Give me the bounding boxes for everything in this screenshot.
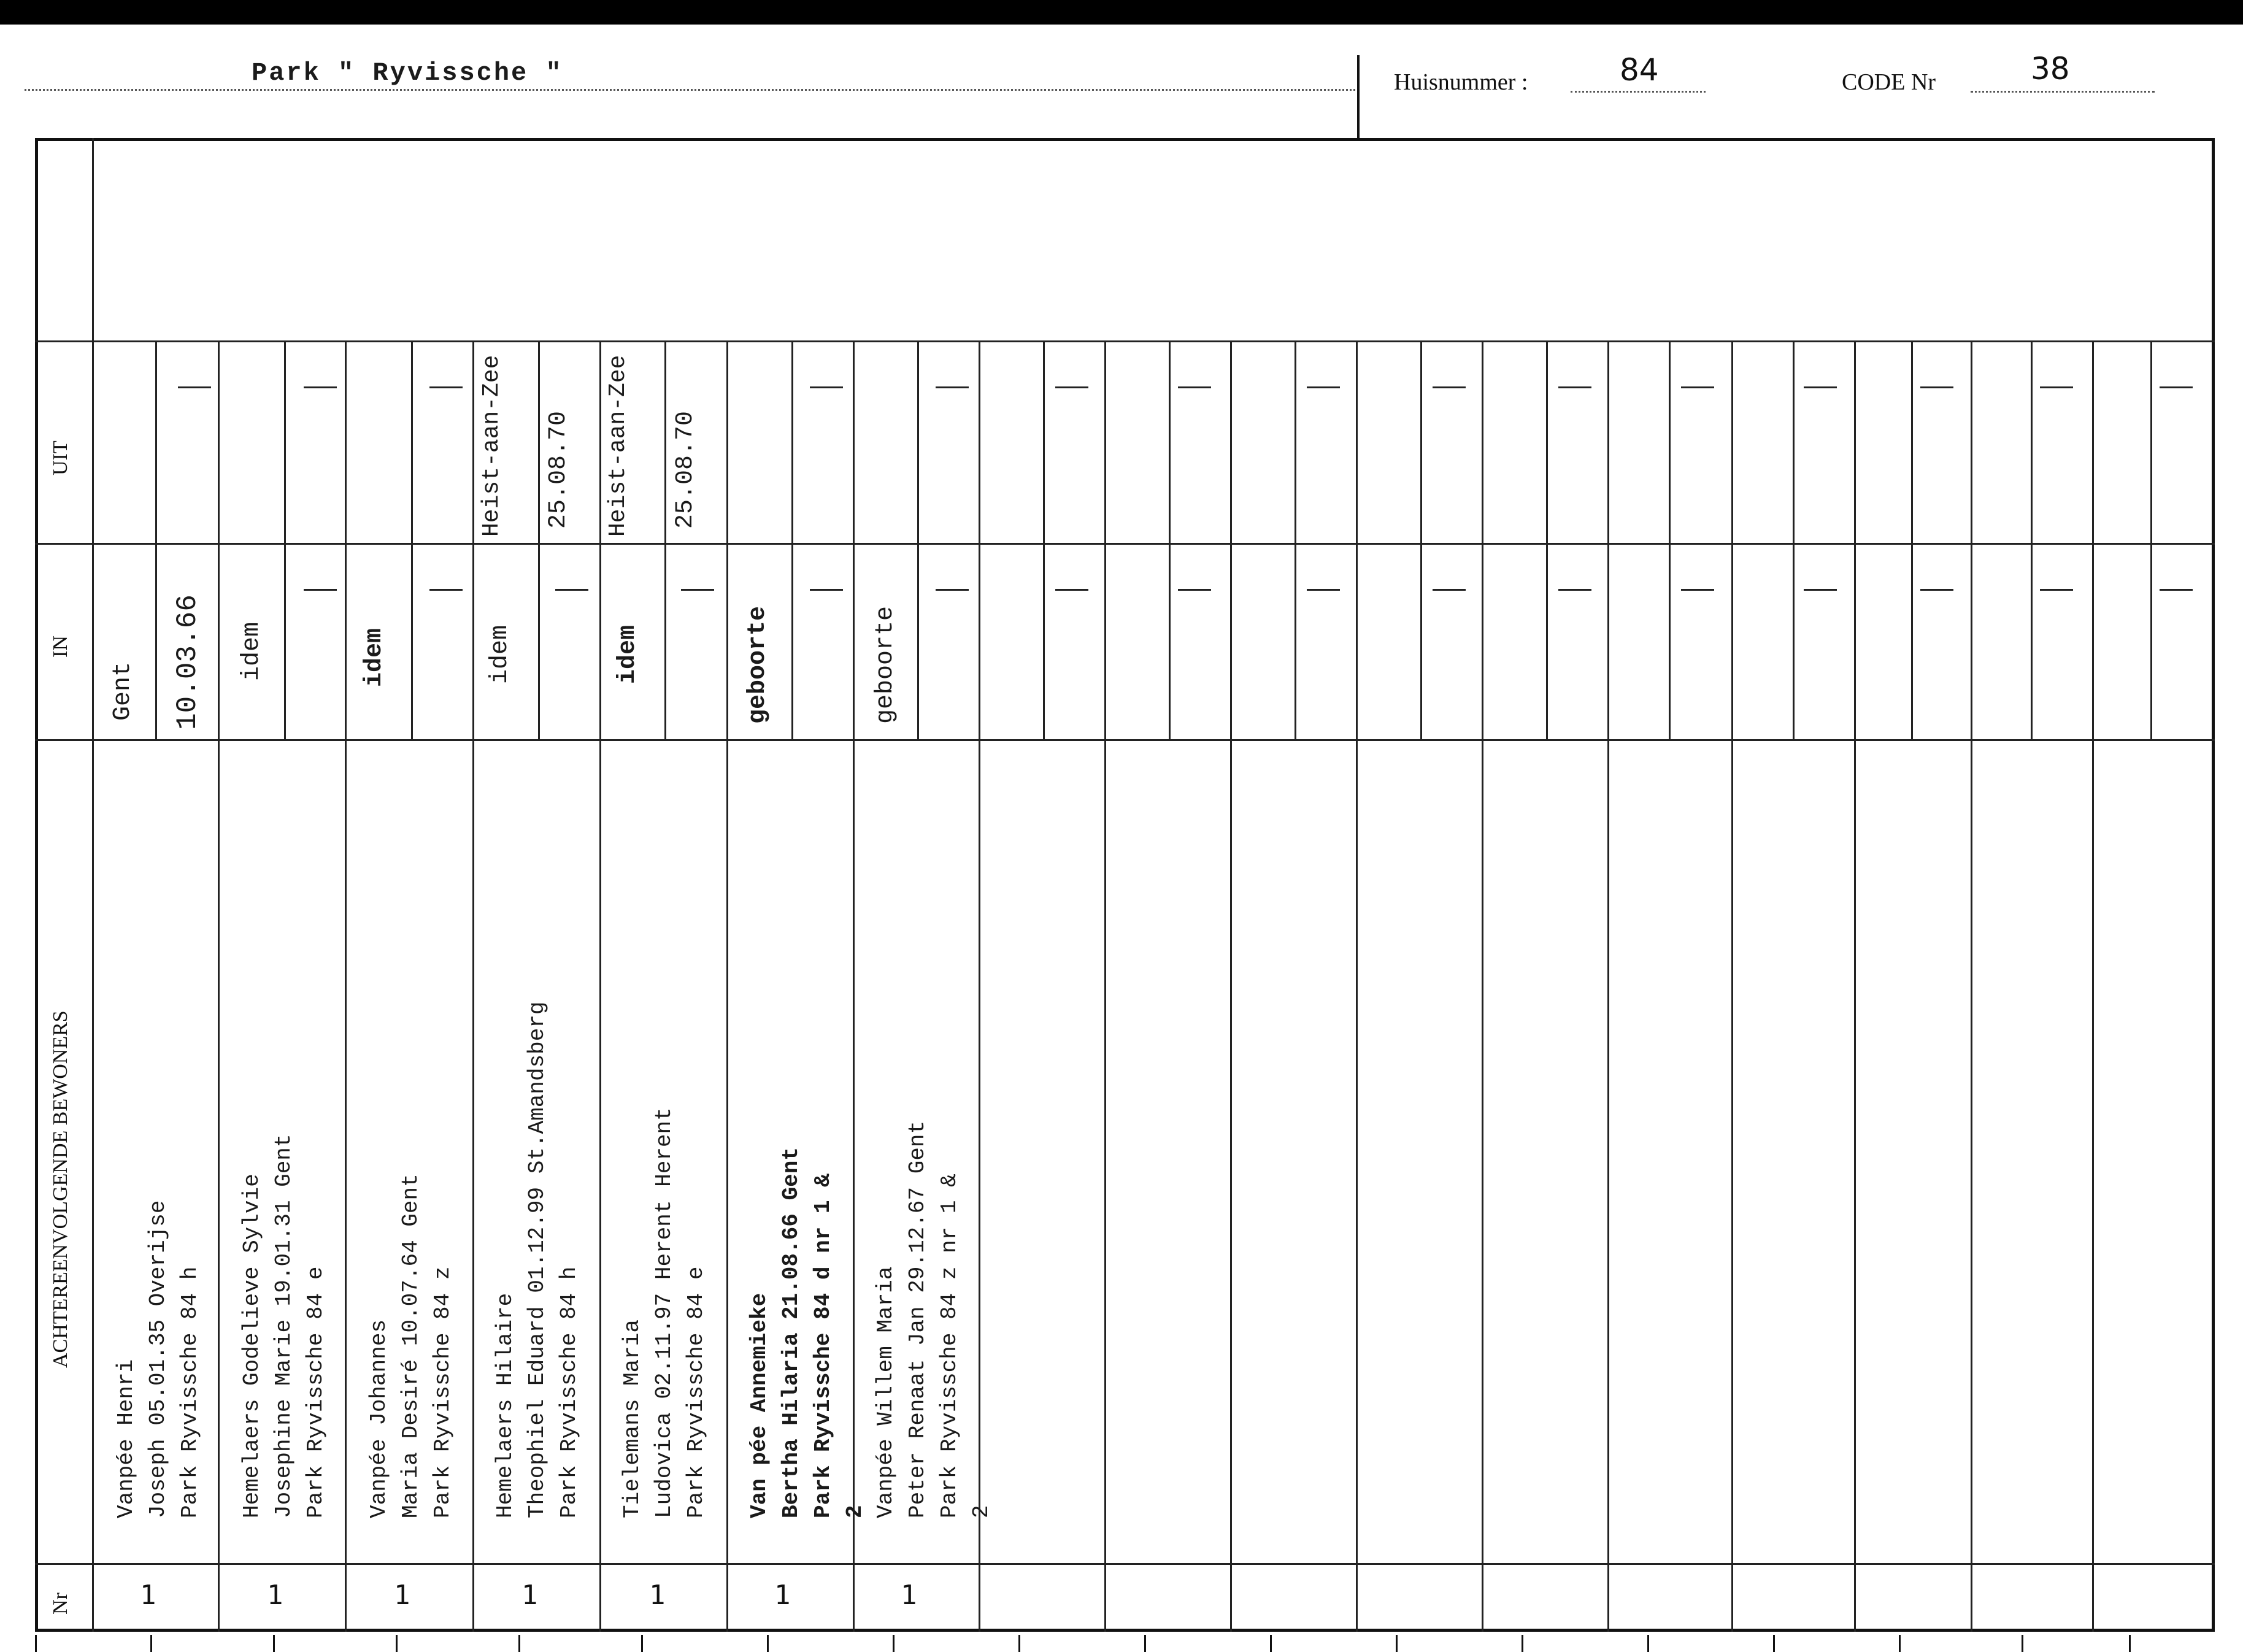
row-divider-in-bewoners: [35, 739, 2215, 741]
empty-dash: [1920, 589, 1953, 591]
sub-divider: [155, 340, 157, 739]
empty-dash: [555, 589, 588, 591]
col-divider: [599, 340, 601, 1632]
empty-dash: [1433, 386, 1466, 388]
uit-place: Heist-aan-Zee: [605, 355, 631, 537]
resident-nr: 1: [901, 1580, 917, 1611]
empty-dash: [936, 589, 969, 591]
resident-nr: 1: [649, 1580, 666, 1611]
col-divider: [345, 340, 347, 1632]
empty-dash: [429, 589, 463, 591]
bottom-tick: [396, 1635, 398, 1652]
col-divider: [218, 340, 220, 1632]
empty-dash: [810, 589, 843, 591]
bottom-tick: [641, 1635, 643, 1652]
sub-divider: [1295, 340, 1296, 739]
sub-divider: [1169, 340, 1171, 739]
resident-entry: Hemelaers Godelieve Sylvie Josephine Marie 19.01.31 Gent Park Ryvissche 84 e: [239, 1134, 328, 1518]
huisnummer-dotline: [1571, 91, 1706, 93]
empty-dash: [178, 386, 211, 388]
resident-entry: Van pée Annemieke Bertha Hilaria 21.08.66 Gent Park Ryvissche 84 d nr 1 & 2: [747, 1147, 868, 1518]
bottom-tick: [273, 1635, 275, 1652]
street-name: Park " Ryvissche ": [252, 58, 563, 88]
bottom-tick: [150, 1635, 152, 1652]
sub-divider: [664, 340, 666, 739]
huisnummer-value: 84: [1620, 52, 1659, 88]
sub-divider: [1546, 340, 1548, 739]
header-separator: [1357, 55, 1360, 138]
in-place: idem: [487, 624, 514, 684]
empty-dash: [2160, 589, 2193, 591]
resident-nr: 1: [267, 1580, 283, 1611]
col-divider: [1854, 340, 1856, 1632]
sub-divider: [2150, 340, 2152, 739]
empty-dash: [936, 386, 969, 388]
empty-dash: [304, 386, 337, 388]
uit-date: 25.08.70: [672, 410, 699, 529]
bottom-tick: [35, 1635, 37, 1652]
sub-divider: [284, 340, 286, 739]
col-divider: [726, 340, 728, 1632]
empty-dash: [1178, 386, 1211, 388]
bottom-tick: [893, 1635, 895, 1652]
uit-date: 25.08.70: [545, 410, 572, 529]
sub-divider: [1911, 340, 1913, 739]
empty-dash: [2040, 589, 2073, 591]
col-divider: [1230, 340, 1232, 1632]
in-place: idem: [361, 628, 388, 687]
empty-dash: [1558, 386, 1591, 388]
resident-nr: 1: [774, 1580, 791, 1611]
bottom-tick: [1773, 1635, 1775, 1652]
sub-divider: [791, 340, 793, 739]
in-place: idem: [238, 621, 266, 681]
bottom-tick: [1647, 1635, 1649, 1652]
street-dotline: [25, 89, 1359, 91]
in-place: geboorte: [744, 605, 772, 724]
empty-dash: [429, 386, 463, 388]
bottom-tick: [2129, 1635, 2131, 1652]
resident-entry: Vanpée Henri Joseph 05.01.35 Overijse Park Ryvissche 84 h: [113, 1200, 202, 1518]
resident-entry: Vanpée Willem Maria Peter Renaat Jan 29.12.67 Gent Park Ryvissche 84 z nr 1 & 2: [873, 1120, 994, 1518]
uit-place: Heist-aan-Zee: [479, 355, 505, 537]
sub-divider: [1793, 340, 1795, 739]
bottom-tick: [1522, 1635, 1523, 1652]
empty-dash: [1804, 589, 1837, 591]
label-column-divider: [92, 138, 94, 1632]
bottom-tick: [1270, 1635, 1272, 1652]
empty-dash: [1433, 589, 1466, 591]
empty-dash: [1307, 589, 1340, 591]
empty-dash: [1307, 386, 1340, 388]
empty-dash: [1178, 589, 1211, 591]
resident-nr: 1: [140, 1580, 156, 1611]
row-divider-bewoners-nr: [35, 1563, 2215, 1565]
sub-divider: [1669, 340, 1671, 739]
col-divider: [472, 340, 474, 1632]
bottom-tick: [1018, 1635, 1020, 1652]
sub-divider: [917, 340, 919, 739]
resident-entry: Vanpée Johannes Maria Desiré 10.07.64 Gent Park Ryvissche 84 z: [366, 1174, 455, 1518]
empty-dash: [1558, 589, 1591, 591]
code-value: 38: [2031, 51, 2070, 86]
resident-nr: 1: [521, 1580, 538, 1611]
empty-dash: [810, 386, 843, 388]
col-divider: [1356, 340, 1358, 1632]
sub-divider: [1420, 340, 1422, 739]
sub-divider: [538, 340, 540, 739]
empty-dash: [681, 589, 714, 591]
uit-label: UIT: [49, 440, 72, 475]
bottom-tick: [2022, 1635, 2023, 1652]
resident-entry: Hemelaers Hilaire Theophiel Eduard 01.12.99 St.Amandsberg Park Ryvissche 84 h: [493, 1001, 582, 1518]
in-label: IN: [49, 636, 72, 658]
bottom-tick: [1899, 1635, 1901, 1652]
col-divider: [1104, 340, 1106, 1632]
in-place: idem: [614, 624, 642, 684]
empty-dash: [304, 589, 337, 591]
sub-divider: [2031, 340, 2033, 739]
row-divider-uit-in: [35, 543, 2215, 545]
bottom-tick: [1396, 1635, 1398, 1652]
empty-dash: [1681, 589, 1714, 591]
col-divider: [1607, 340, 1609, 1632]
in-place: geboorte: [872, 605, 899, 724]
in-date: 10.03.66: [172, 594, 204, 730]
col-divider: [1482, 340, 1483, 1632]
empty-dash: [1920, 386, 1953, 388]
top-black-bar: [0, 0, 2243, 25]
code-label: CODE Nr: [1842, 69, 1936, 95]
empty-dash: [1055, 386, 1088, 388]
register-frame: [35, 138, 2215, 1632]
empty-dash: [2160, 386, 2193, 388]
nr-label: Nr: [49, 1592, 72, 1615]
bewoners-label: ACHTEREENVOLGENDE BEWONERS: [49, 1010, 72, 1368]
empty-dash: [1055, 589, 1088, 591]
sub-divider: [411, 340, 413, 739]
empty-dash: [1681, 386, 1714, 388]
resident-nr: 1: [394, 1580, 410, 1611]
in-place: Gent: [109, 661, 137, 721]
bottom-tick: [518, 1635, 520, 1652]
bottom-tick: [767, 1635, 769, 1652]
row-divider-top: [35, 340, 2215, 342]
col-divider: [1971, 340, 1972, 1632]
resident-entry: Tielemans Maria Ludovica 02.11.97 Herent Herent Park Ryvissche 84 e: [620, 1107, 709, 1518]
sub-divider: [1043, 340, 1045, 739]
code-dotline: [1971, 91, 2155, 93]
empty-dash: [2040, 386, 2073, 388]
bottom-tick: [1144, 1635, 1146, 1652]
empty-dash: [1804, 386, 1837, 388]
huisnummer-label: Huisnummer :: [1394, 69, 1528, 95]
col-divider: [2092, 340, 2094, 1632]
col-divider: [1731, 340, 1733, 1632]
